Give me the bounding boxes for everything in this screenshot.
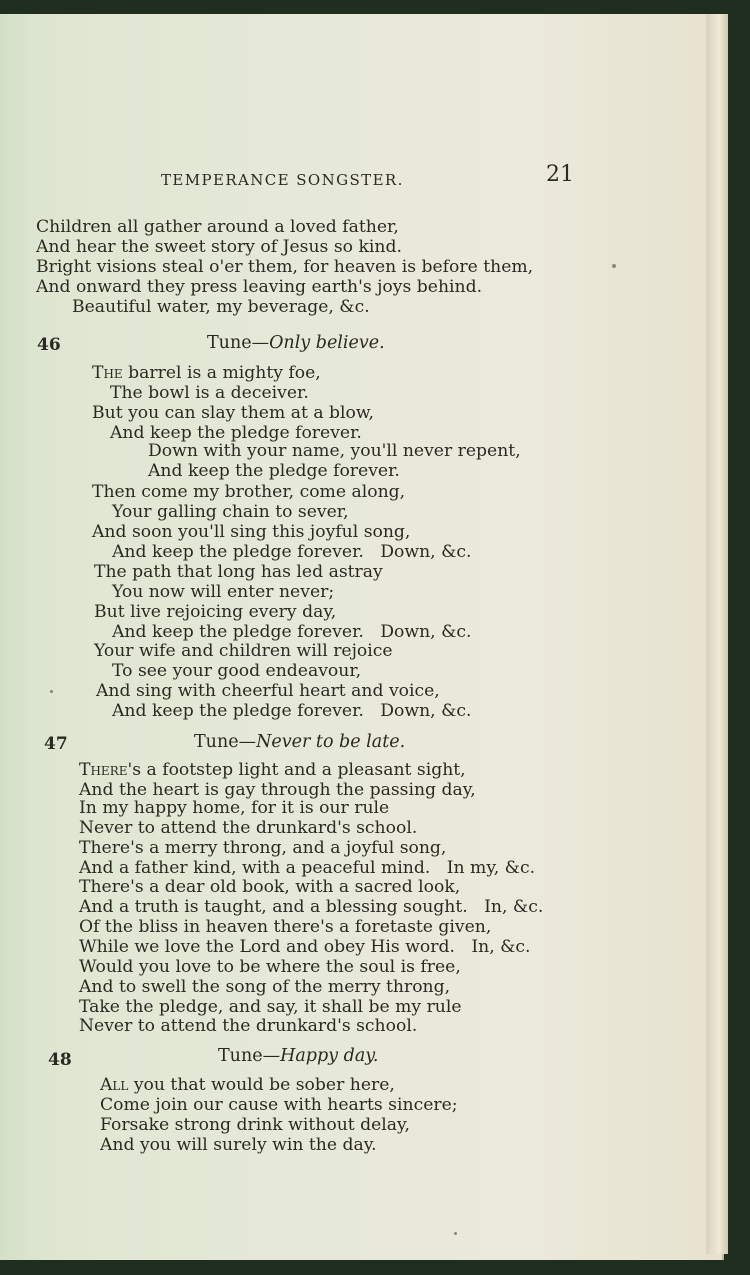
verse-line: Take the pledge, and say, it shall be my rule [79, 997, 462, 1017]
verse-line: And keep the pledge forever. Down, &c. [112, 542, 472, 562]
tune-name: Happy day. [280, 1046, 379, 1066]
running-title: TEMPERANCE SONGSTER. [161, 171, 404, 189]
verse-line: Come join our cause with hearts sincere; [100, 1095, 458, 1115]
verse-line: While we love the Lord and obey His word. In, &c. [79, 937, 531, 957]
intro-line: Bright visions steal o'er them, for heaven is before them, [36, 257, 534, 277]
verse-line: To see your good endeavour, [112, 661, 362, 681]
verse-line: Then come my brother, come along, [92, 482, 406, 502]
verse-line: But you can slay them at a blow, [92, 403, 375, 423]
tune-prefix: Tune— [194, 732, 257, 752]
drop-word: There [79, 760, 128, 780]
verse-line: And sing with cheerful heart and voice, [96, 681, 440, 701]
paper-speck [454, 1232, 457, 1235]
intro-line: And hear the sweet story of Jesus so kind. [36, 237, 402, 257]
tune-prefix: Tune— [218, 1046, 281, 1066]
verse-line: In my happy home, for it is our rule [79, 798, 390, 818]
verse-line: Never to attend the drunkard's school. [79, 1016, 418, 1036]
verse-line: Your wife and children will rejoice [94, 641, 393, 661]
verse-line [79, 760, 466, 780]
intro-line: Children all gather around a loved father, [36, 217, 399, 237]
tune-heading [218, 1046, 378, 1066]
song-number: 47 [44, 734, 68, 754]
song-number: 46 [37, 335, 61, 355]
verse-line: Would you love to be where the soul is free, [79, 957, 461, 977]
verse-line: And the heart is gay through the passing day, [79, 780, 476, 800]
verse-line: The path that long has led astray [94, 562, 383, 582]
tune-name: Never to be late. [256, 732, 406, 752]
verse-line: And you will surely win the day. [100, 1135, 377, 1155]
tune-heading [194, 732, 405, 752]
verse-line: And keep the pledge forever. [148, 461, 400, 481]
verse-line: And a truth is taught, and a blessing sought. In, &c. [79, 897, 544, 917]
verse-line: And soon you'll sing this joyful song, [92, 522, 411, 542]
tune-name: Only believe. [269, 333, 385, 353]
page-header [0, 160, 722, 200]
tune-prefix: Tune— [207, 333, 270, 353]
verse-line: Your galling chain to sever, [112, 502, 349, 522]
tune-heading [207, 333, 385, 353]
page-number: 21 [546, 162, 574, 187]
verse-line: There's a dear old book, with a sacred look, [79, 877, 461, 897]
verse-line: Never to attend the drunkard's school. [79, 818, 418, 838]
intro-line: Beautiful water, my beverage, &c. [72, 297, 370, 317]
verse-line: And keep the pledge forever. Down, &c. [112, 622, 472, 642]
verse-line: And keep the pledge forever. [110, 423, 362, 443]
verse-line: And to swell the song of the merry throng, [79, 977, 451, 997]
verse-line: And a father kind, with a peaceful mind. In my, &c. [79, 858, 536, 878]
verse-line: You now will enter never; [112, 582, 335, 602]
intro-line: And onward they press leaving earth's joys behind. [36, 277, 483, 297]
verse-line: The bowl is a deceiver. [110, 383, 309, 403]
verse-line [100, 1075, 395, 1095]
verse-line: But live rejoicing every day, [94, 602, 337, 622]
verse-line: There's a merry throng, and a joyful song, [79, 838, 447, 858]
paper-speck [50, 690, 53, 693]
verse-line: Forsake strong drink without delay, [100, 1115, 410, 1135]
page-edge [706, 14, 728, 1254]
drop-word: All [100, 1075, 129, 1095]
verse-line [92, 363, 321, 383]
verse-line: Of the bliss in heaven there's a foretaste given, [79, 917, 492, 937]
paper-speck [612, 264, 616, 268]
verse-line: And keep the pledge forever. Down, &c. [112, 701, 472, 721]
verse-line: Down with your name, you'll never repent, [148, 441, 521, 461]
verse-line-text: you that would be sober here, [128, 1075, 395, 1095]
drop-word: The [92, 363, 123, 383]
song-number: 48 [48, 1050, 72, 1070]
verse-line-text: 's a footstep light and a pleasant sight, [127, 760, 466, 780]
verse-line-text: barrel is a mighty foe, [122, 363, 321, 383]
